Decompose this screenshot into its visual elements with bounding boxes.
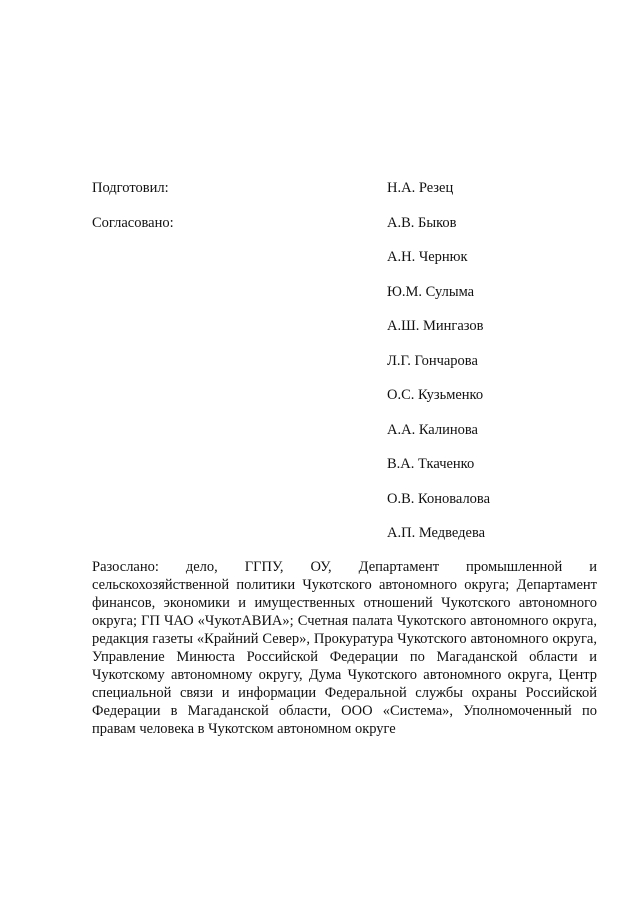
- approver-name: А.П. Медведева: [387, 525, 486, 541]
- approver-name: Ю.М. Сулыма: [387, 284, 475, 300]
- approver-name: А.Н. Чернюк: [387, 249, 468, 265]
- approver-name: О.В. Коновалова: [387, 491, 491, 507]
- prepared-label: Подготовил:: [92, 180, 169, 196]
- approver-name: В.А. Ткаченко: [387, 456, 475, 472]
- approver-name: А.Ш. Мингазов: [387, 318, 484, 334]
- approver-name: А.А. Калинова: [387, 422, 478, 438]
- prepared-name: Н.А. Резец: [387, 180, 454, 196]
- approver-name: Л.Г. Гончарова: [387, 353, 478, 369]
- distribution-list: Разослано: дело, ГГПУ, ОУ, Департамент промышленной и сельскохозяйственной политики Чукотского автономного округа; Департамент финансов, экономики и имущественных отношений Чукотского автономного округа; ГП ЧАО «ЧукотАВИА»; Счетная палата Чукотского автономного округа, редакция газеты «Крайний Север», Прокуратура Чукотского автономного округа, Управление Минюста Российской Федерации по Магаданской области и Чукотскому автономному округу, Дума Чукотского автономного округа, Центр специальной связи и информации Федеральной службы охраны Российской Федерации в Магаданской области, ООО «Система», Уполномоченный по правам человека в Чукотском автономном округе: [92, 559, 597, 737]
- approved-label: Согласовано:: [92, 215, 174, 231]
- approver-name: А.В. Быков: [387, 215, 457, 231]
- approver-name: О.С. Кузьменко: [387, 387, 484, 403]
